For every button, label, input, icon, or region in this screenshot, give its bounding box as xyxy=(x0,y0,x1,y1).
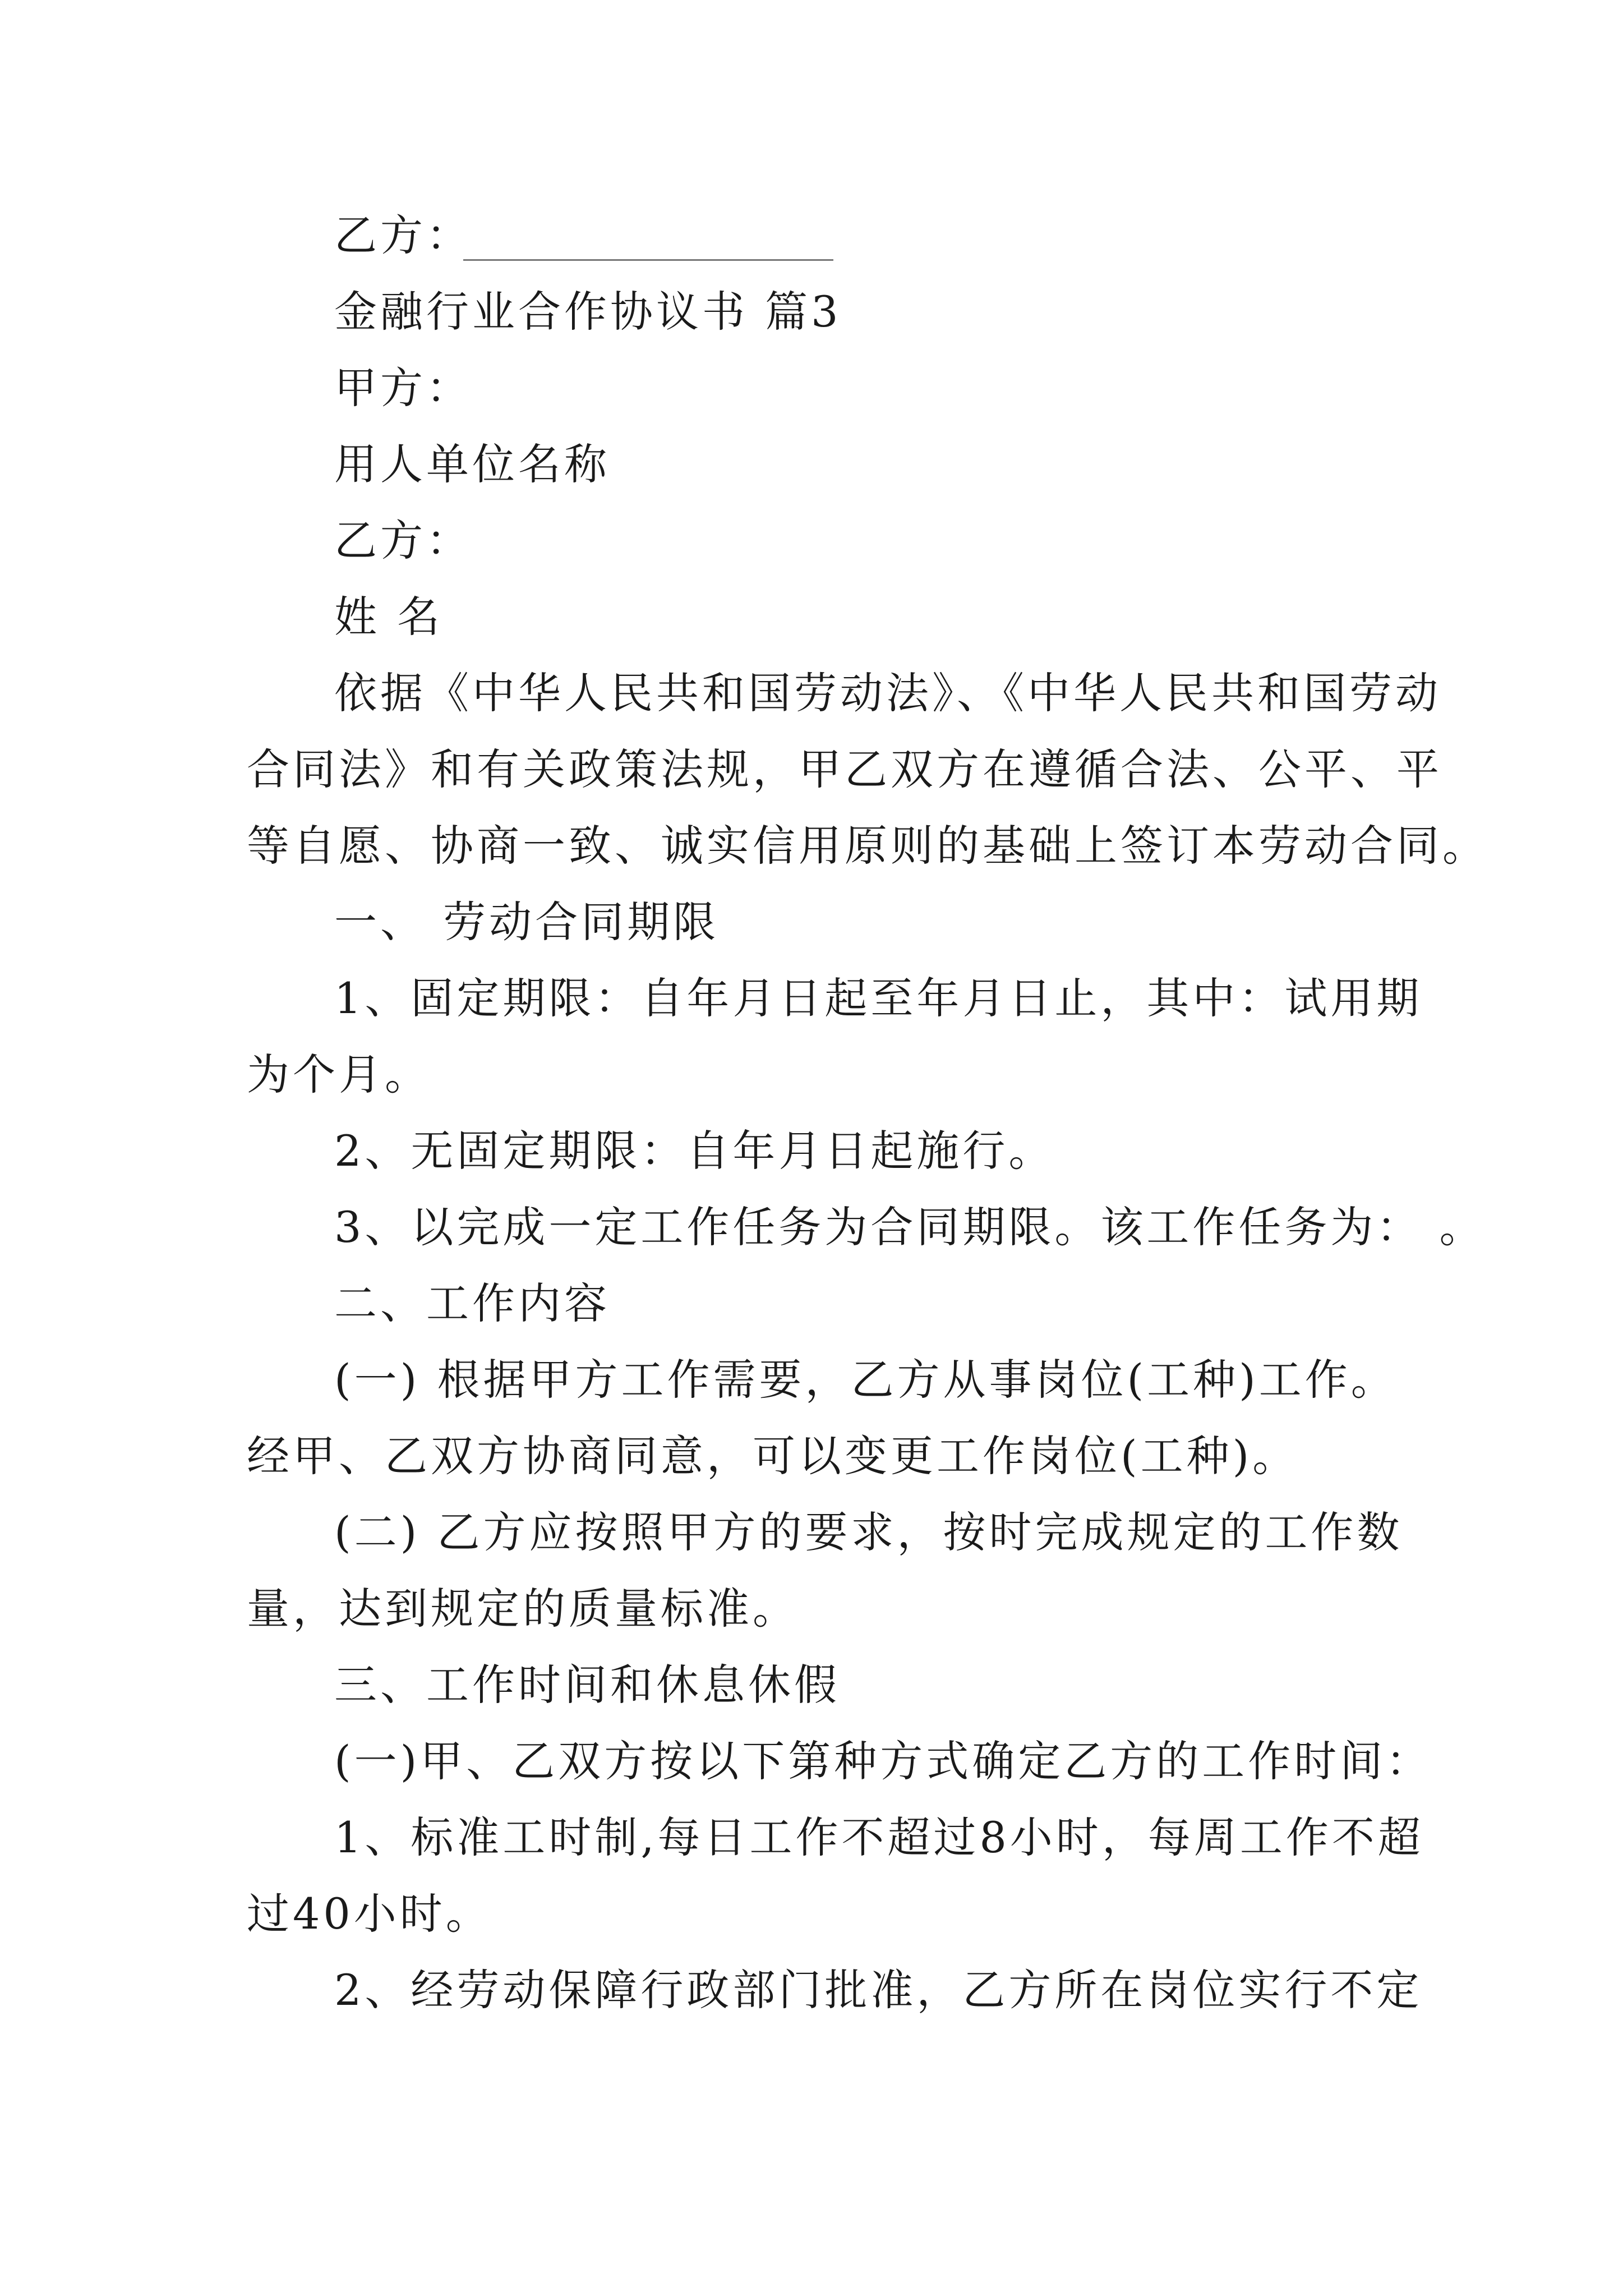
work-content-1-line-2: 经甲、乙双方协商同意，可以变更工作岗位(工种)。 xyxy=(247,1431,1299,1481)
name-label: 姓 名 xyxy=(334,592,444,642)
document-heading: 金融行业合作协议书 篇3 xyxy=(334,287,842,337)
hours-standard-line-1: 1、标准工时制,每日工作不超过8小时，每周工作不超 xyxy=(334,1812,1424,1862)
work-content-1-line-1: (一) 根据甲方工作需要，乙方从事岗位(工种)工作。 xyxy=(334,1355,1397,1405)
term-task: 3、以完成一定工作任务为合同期限。该工作任务为： 。 xyxy=(334,1202,1486,1252)
intro-line-3: 等自愿、协商一致、诚实信用原则的基础上签订本劳动合同。 xyxy=(247,821,1488,871)
term-open: 2、无固定期限：自年月日起施行。 xyxy=(334,1126,1055,1176)
party-b-blank-label: 乙方： xyxy=(334,210,472,260)
hours-irregular: 2、经劳动保障行政部门批准，乙方所在岗位实行不定 xyxy=(334,1965,1423,2015)
party-a-label: 甲方： xyxy=(334,363,472,413)
intro-line-2: 合同法》和有关政策法规，甲乙双方在遵循合法、公平、平 xyxy=(247,744,1442,794)
hours-intro: (一)甲、乙双方按以下第种方式确定乙方的工作时间： xyxy=(334,1736,1432,1786)
party-b-label: 乙方： xyxy=(334,516,472,565)
hours-standard-line-2: 过40小时。 xyxy=(247,1889,492,1939)
work-content-2-line-2: 量，达到规定的质量标准。 xyxy=(247,1584,799,1634)
section-2-title: 二、工作内容 xyxy=(334,1278,610,1328)
signature-blank-line xyxy=(463,259,833,261)
section-1-title: 一、 劳动合同期限 xyxy=(334,897,720,947)
intro-line-1: 依据《中华人民共和国劳动法》、《中华人民共和国劳动 xyxy=(334,668,1441,718)
term-fixed-line-1: 1、固定期限：自年月日起至年月日止，其中：试用期 xyxy=(334,973,1423,1023)
term-fixed-line-2: 为个月。 xyxy=(247,1050,431,1099)
employer-name-label: 用人单位名称 xyxy=(334,439,610,489)
work-content-2-line-1: (二) 乙方应按照甲方的要求，按时完成规定的工作数 xyxy=(334,1507,1403,1557)
section-3-title: 三、工作时间和休息休假 xyxy=(334,1660,840,1710)
